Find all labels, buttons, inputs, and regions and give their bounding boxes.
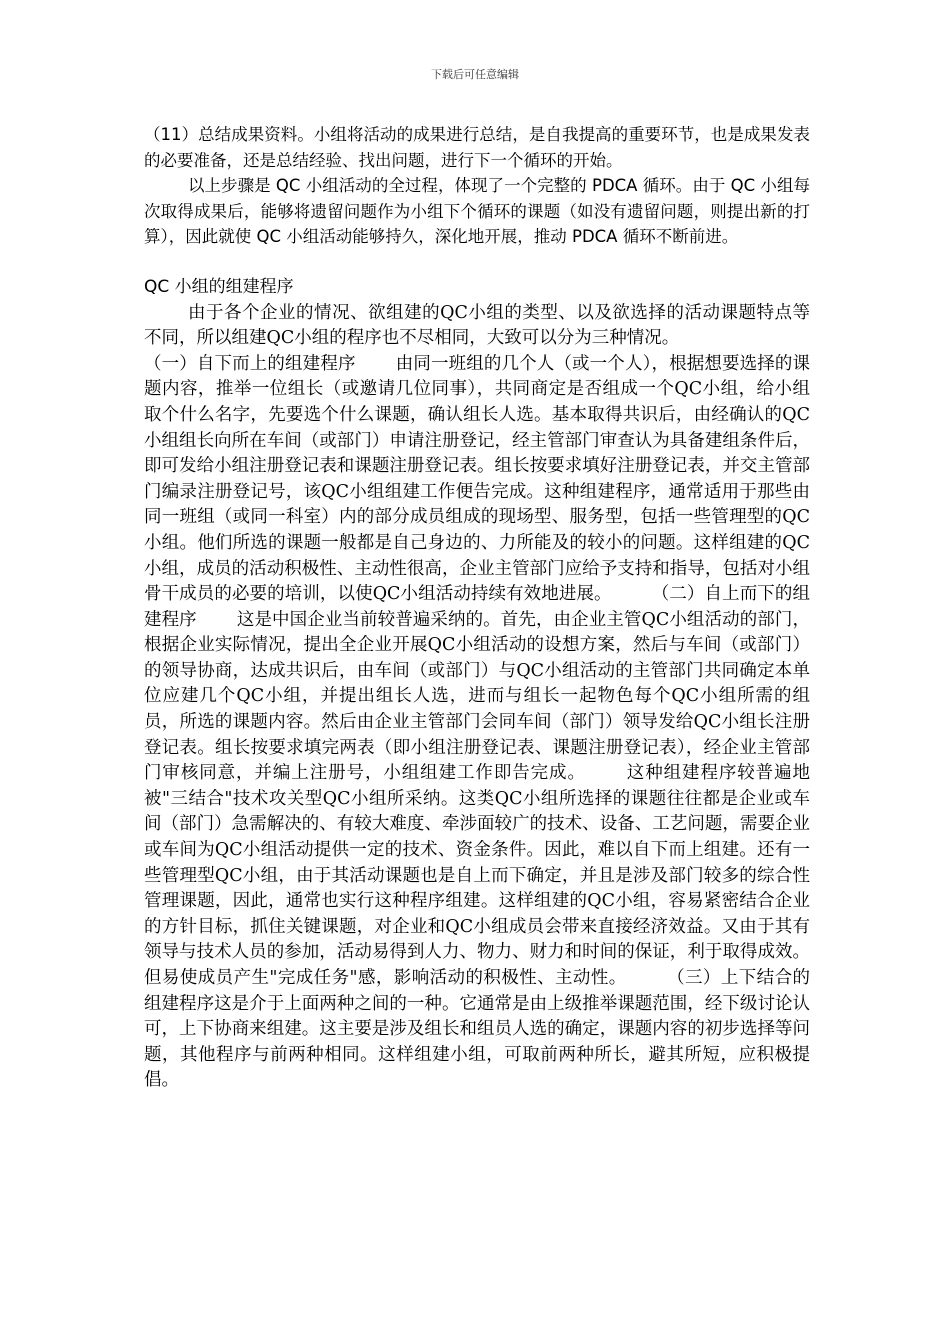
- page-header: 下载后可任意编辑: [431, 68, 519, 81]
- part2-body-continued: 这种组建程序较普遍地被"三结合"技术攻关型QC小组所采纳。这类QC小组所选择的课题往往都是企业或车间（部门）急需解决的、有较大难度、牵涉面较广的技术、设备、工艺问题，需要企业或车间为QC小组活动提供一定的技术、资金条件。因此，难以自下而上组建。还有一些管理型QC小组，由于其活动课题也是自上而下确定，并且是涉及部门较多的综合性管理课题，因此，通常也实行这种程序组建。这样组建的QC小组，容易紧密结合企业的方针目标，抓住关键课题，对企业和QC小组成员会带来直接经济效益。又由于其有领导与技术人员的参加，活动易得到人力、物力、财力和时间的保证，利于取得成效。但易使成员产生"完成任务"感，影响活动的积极性、主动性。: [144, 763, 811, 988]
- section-heading: QC 小组的组建程序: [144, 276, 294, 297]
- part3-body: 这是介于上面两种之间的一种。它通常是由上级推举课题范围，经下级讨论认可，上下协商来组建。这主要是涉及组长和组员人选的确定，课题内容的初步选择等问题，其他程序与前两种相同。这样组建小组，可取前两种所长，避其所短，应积极提倡。: [144, 993, 810, 1091]
- paragraph-summary-step: （11）总结成果资料。小组将活动的成果进行总结，是自我提高的重要环节，也是成果发表的必要准备，还是总结经验、找出问题，进行下一个循环的开始。: [144, 125, 810, 170]
- document-body: [144, 122, 810, 1094]
- part1-title: （一）自下而上的组建程序: [144, 353, 356, 374]
- part1-body: 由同一班组的几个人（或一个人），根据想要选择的课题内容，推举一位组长（或邀请几位同事），共同商定是否组成一个QC小组，给小组取个什么名字，先要选个什么课题，确认组长人选。基本取得共识后，由经确认的QC小组组长向所在车间（或部门）申请注册登记，经主管部门审查认为具备建组条件后，即可发给小组注册登记表和课题注册登记表。组长按要求填好注册登记表，并交主管部门编录注册登记号，该QC小组组建工作便告完成。这种组建程序，通常适用于那些由同一班组（或同一科室）内的部分成员组成的现场型、服务型，包括一些管理型的QC小组。他们所选的课题一般都是自己身边的、力所能及的较小的问题。这样组建的QC小组，成员的活动积极性、主动性很高，企业主管部门应给予支持和指导，包括对小组骨干成员的必要的培训，以使QC小组活动持续有效地进展。: [144, 353, 811, 605]
- paragraph-pdca-cycle: 以上步骤是 QC 小组活动的全过程，体现了一个完整的 PDCA 循环。由于 QC 小组每次取得成果后，能够将遗留问题作为小组下个循环的课题（如没有遗留问题，则提出新的打算），因此就使 QC 小组活动能够持久，深化地开展，推动 PDCA 循环不断前进。: [144, 176, 810, 247]
- part2-title: （二）自上而下的组建程序: [144, 584, 810, 630]
- paragraph-intro: 由于各个企业的情况、欲组建的QC小组的类型、以及欲选择的活动课题特点等不同，所以组建QC小组的程序也不尽相同，大致可以分为三种情况。: [144, 302, 810, 349]
- paragraph-build-procedures: [144, 352, 810, 1094]
- part2-body: 这是中国企业当前较普遍采纳的。首先，由企业主管QC小组活动的部门，根据企业实际情况，提出全企业开展QC小组活动的设想方案，然后与车间（或部门）的领导协商，达成共识后，由车间（或部门）与QC小组活动的主管部门共同确定本单位应建几个QC小组，并提出组长人选，进而与组长一起物色每个QC小组所需的组员，所选的课题内容。然后由企业主管部门会同车间（部门）领导发给QC小组长注册登记表。组长按要求填完两表（即小组注册登记表、课题注册登记表），经企业主管部门审核同意，并编上注册号，小组组建工作即告完成。: [144, 609, 810, 784]
- part3-title: （三）上下结合的组建程序: [144, 968, 810, 1014]
